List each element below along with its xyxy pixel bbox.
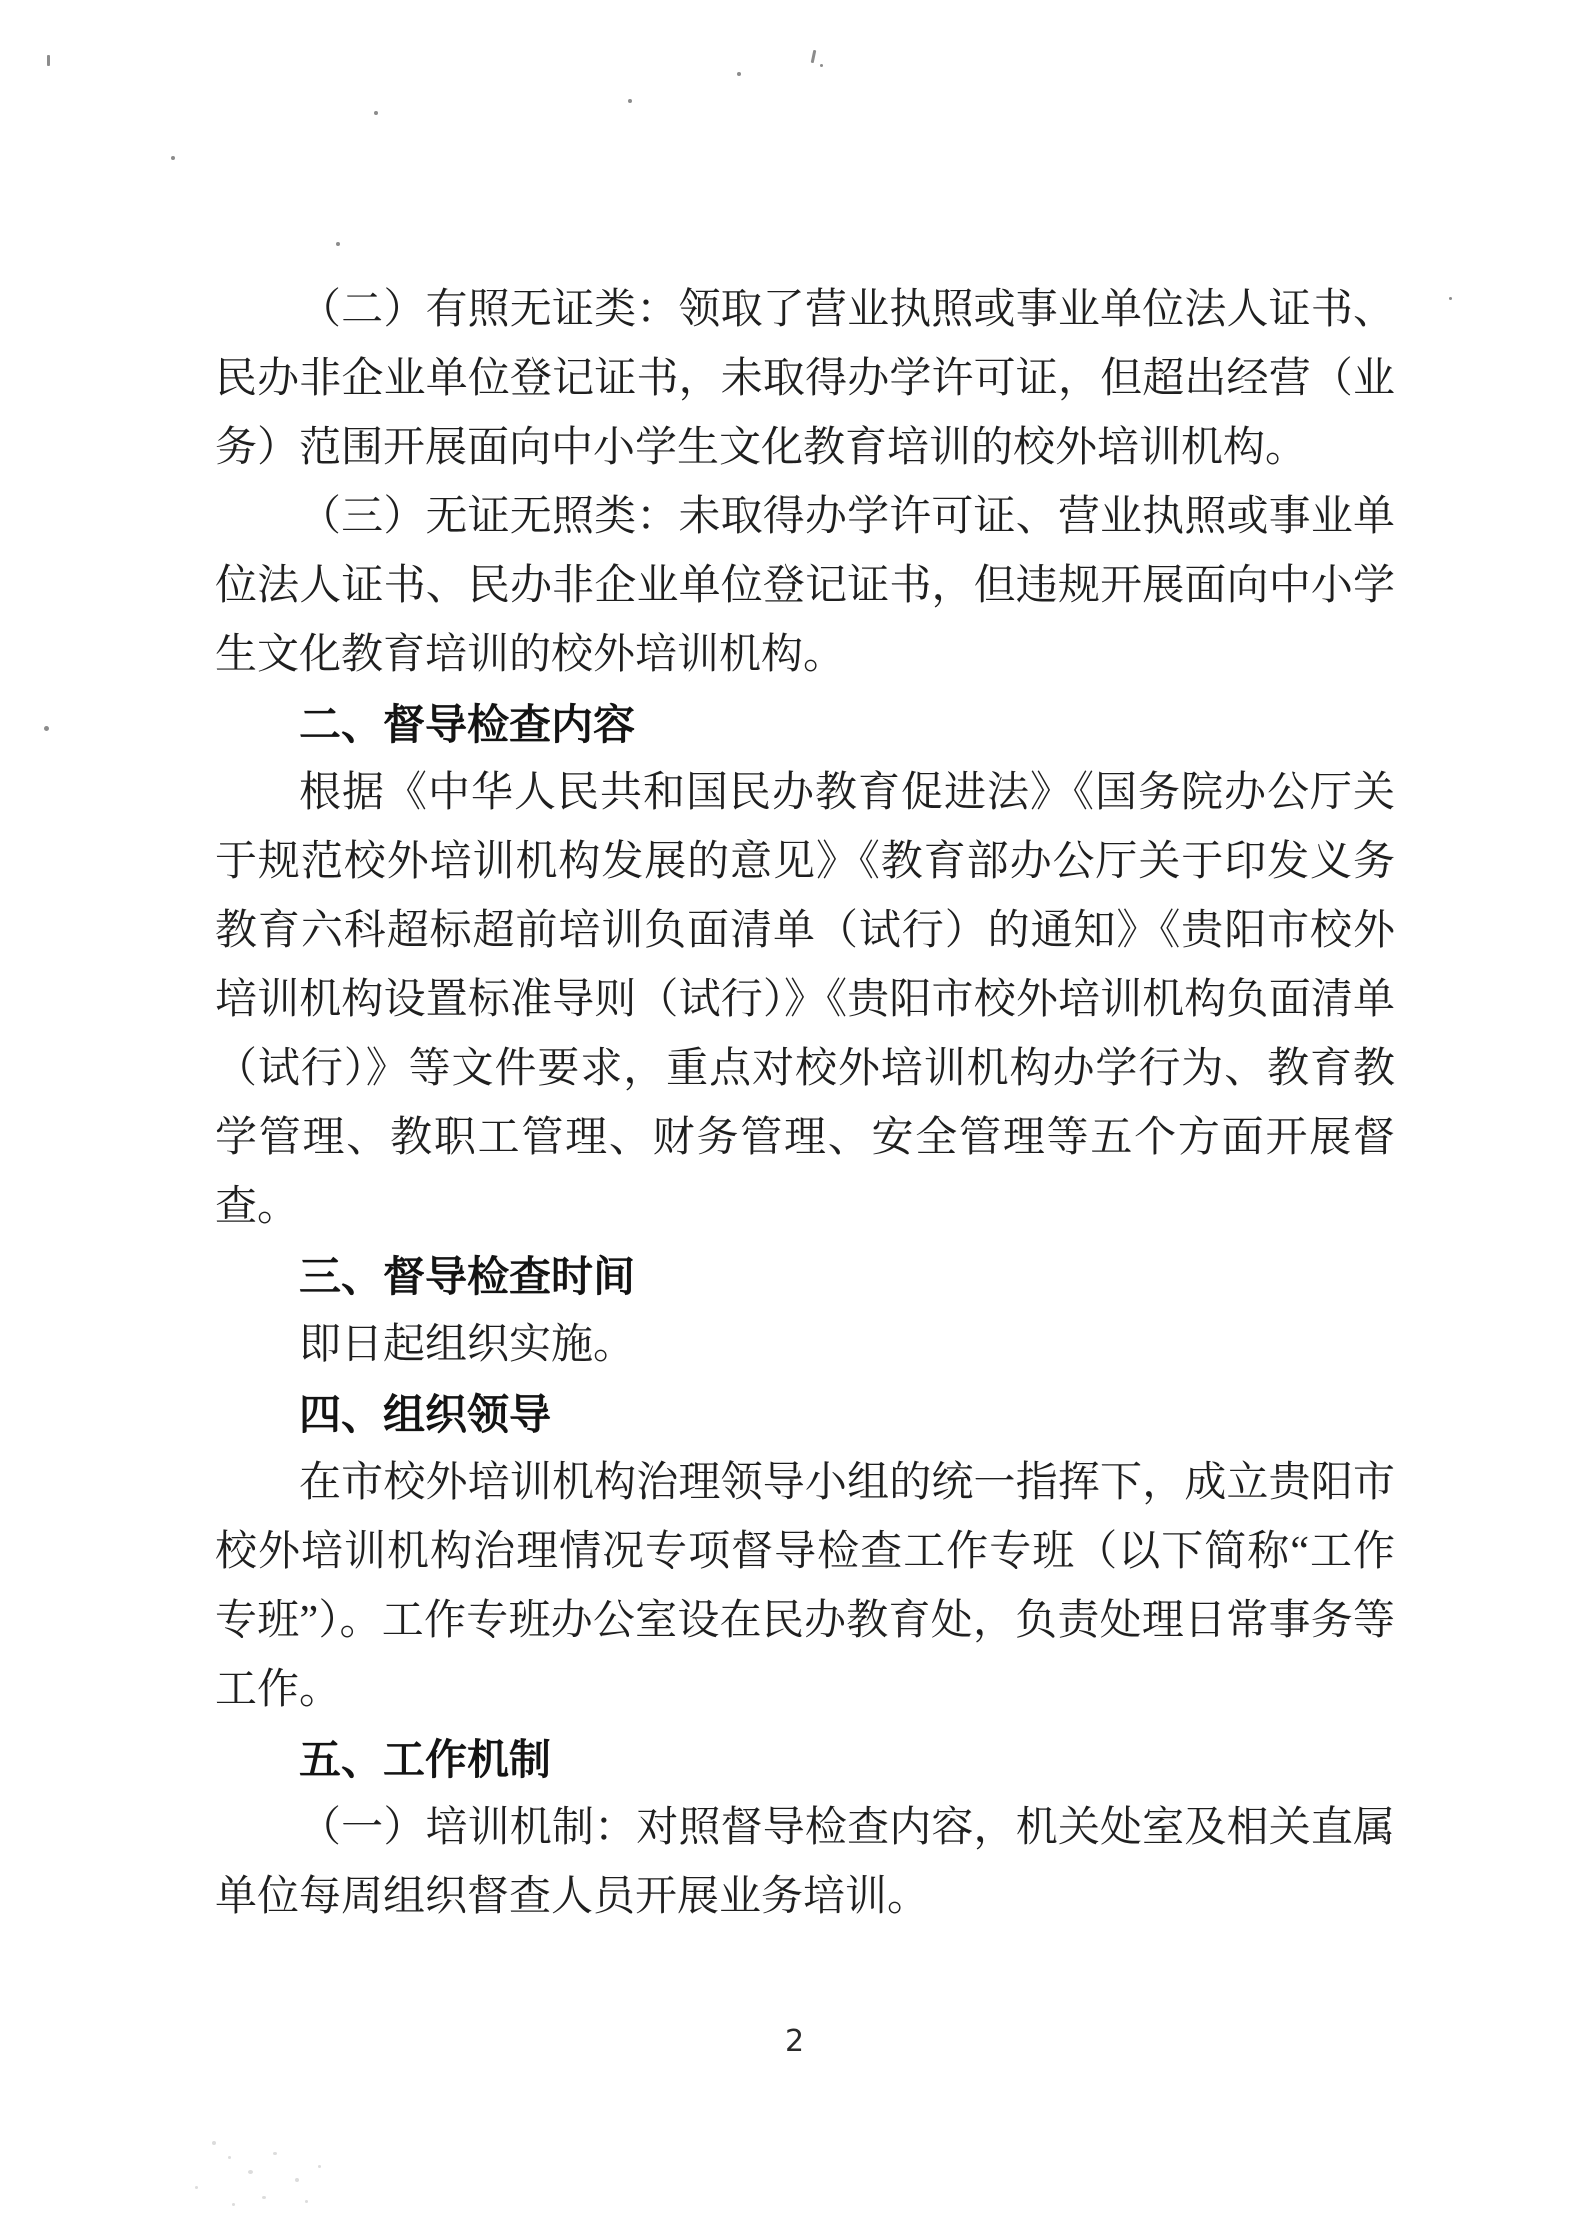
paragraph-text: 领取了营业执照或事业单位法人证书、民办非企业单位登记证书，未取得办学许可证，但超出经营（业务）范围开展面向中小学生文化教育培训的校外培训机构。 [215,287,1395,471]
paragraph-lead: （三）无证无照类： [299,494,679,540]
section-heading-organization-leadership: 四、组织领导 [299,1391,552,1438]
paragraph-inspection-time [215,1311,1395,1380]
paragraph-inspection-basis [215,759,1395,1242]
section-heading-inspection-time: 三、督导检查时间 [299,1253,636,1300]
paragraph-text: 根据《中华人民共和国民办教育促进法》《国务院办公厅关于规范校外培训机构发展的意见》《教育部办公厅关于印发义务教育六科超标超前培训负面清单（试行）的通知》《贵阳市校外培训机构设置标准导则（试行）》《贵阳市校外培训机构负面清单（试行）》等文件要求，重点对校外培训机构办学行为、教育教学管理、教职工管理、财务管理、安全管理等五个方面开展督查。 [215,770,1395,1230]
paragraph-category-licensed-uncertified [215,276,1395,483]
paragraph-text: 对照督导检查内容，机关处室及相关直属单位每周组织督查人员开展业务培训。 [215,1805,1395,1920]
paragraph-category-uncertified-unlicensed [215,483,1395,690]
section-heading-inspection-content: 二、督导检查内容 [299,701,636,748]
paragraph-text: 未取得办学许可证、营业执照或事业单位法人证书、民办非企业单位登记证书，但违规开展面向中小学生文化教育培训的校外培训机构。 [215,494,1395,678]
paragraph-text: 在市校外培训机构治理领导小组的统一指挥下，成立贵阳市校外培训机构治理情况专项督导检查工作专班（以下简称“工作专班”）。工作专班办公室设在民办教育处，负责处理日常事务等工作。 [215,1460,1395,1713]
document-body [215,276,1395,1932]
paragraph-lead: （二）有照无证类： [299,287,679,333]
paragraph-organization-leadership [215,1449,1395,1725]
paragraph-lead: （一）培训机制： [299,1805,637,1851]
section-heading-work-mechanism: 五、工作机制 [299,1736,552,1783]
page-number: 2 [784,2024,805,2059]
paragraph-text: 即日起组织实施。 [299,1322,636,1368]
paragraph-training-mechanism [215,1794,1395,1932]
